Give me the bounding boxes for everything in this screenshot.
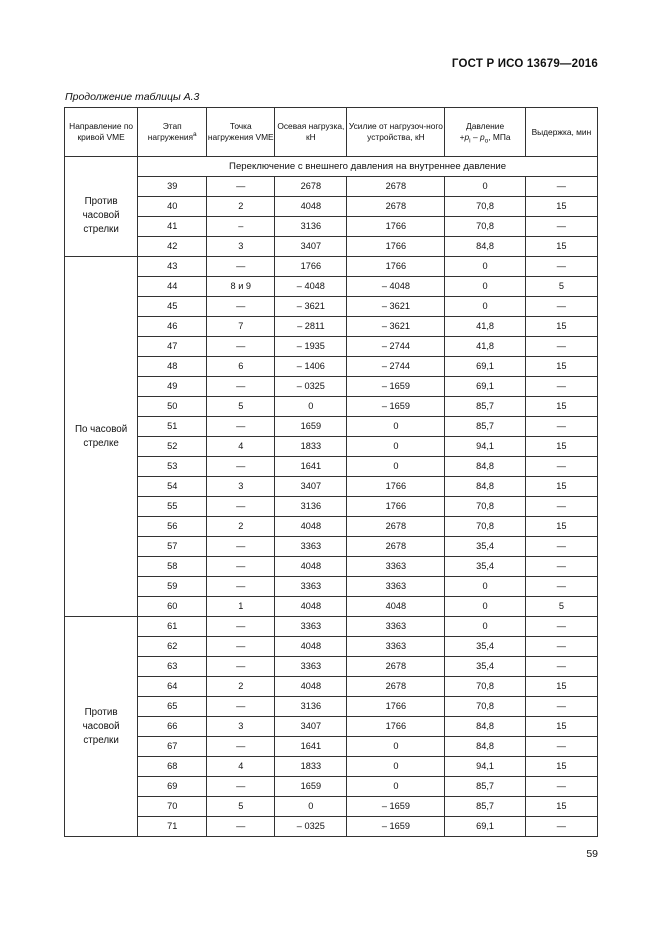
device-force-cell: – 3621 (347, 317, 445, 337)
table-row (65, 817, 598, 837)
pressure-cell: 69,1 (445, 377, 525, 397)
pressure-cell: 84,8 (445, 717, 525, 737)
direction-cell: Против часовой стрелки (65, 177, 138, 257)
device-force-cell: 0 (347, 737, 445, 757)
header-pressure-sub1: i (469, 137, 471, 145)
pressure-cell: 70,8 (445, 697, 525, 717)
header-pressure-plus: + (459, 132, 465, 142)
table-row (65, 317, 598, 337)
stage-cell: 49 (138, 377, 207, 397)
device-force-cell: 2678 (347, 177, 445, 197)
table-row (65, 657, 598, 677)
stage-cell: 52 (138, 437, 207, 457)
stage-cell: 59 (138, 577, 207, 597)
axial-load-cell: – 4048 (275, 277, 347, 297)
pressure-cell: 0 (445, 277, 525, 297)
device-force-cell: 3363 (347, 557, 445, 577)
hold-time-cell: — (525, 417, 597, 437)
table-row (65, 457, 598, 477)
pressure-cell: 70,8 (445, 677, 525, 697)
point-cell: — (207, 417, 275, 437)
point-cell: — (207, 737, 275, 757)
stage-cell: 65 (138, 697, 207, 717)
point-cell: 1 (207, 597, 275, 617)
point-cell: 5 (207, 397, 275, 417)
point-cell: — (207, 297, 275, 317)
table-row (65, 237, 598, 257)
device-force-cell: 1766 (347, 717, 445, 737)
header-stage (138, 108, 207, 157)
point-cell: — (207, 697, 275, 717)
stage-cell: 68 (138, 757, 207, 777)
hold-time-cell: 15 (525, 437, 597, 457)
stage-cell: 51 (138, 417, 207, 437)
point-cell: – (207, 217, 275, 237)
axial-load-cell: – 1935 (275, 337, 347, 357)
table-row (65, 357, 598, 377)
stage-cell: 48 (138, 357, 207, 377)
pressure-cell: 85,7 (445, 397, 525, 417)
header-pressure-sub2: o (484, 137, 489, 145)
pressure-cell: 70,8 (445, 217, 525, 237)
table-row (65, 517, 598, 537)
hold-time-cell: 15 (525, 797, 597, 817)
point-cell: — (207, 497, 275, 517)
device-force-cell: 2678 (347, 537, 445, 557)
device-force-cell: 1766 (347, 477, 445, 497)
device-force-cell: 1766 (347, 217, 445, 237)
axial-load-cell: 1766 (275, 257, 347, 277)
direction-cell: Против часовой стрелки (65, 617, 138, 837)
axial-load-cell: 4048 (275, 557, 347, 577)
header-pressure-minus: – (470, 132, 480, 142)
header-hold-time: Выдержка, мин (525, 108, 597, 157)
table-row (65, 177, 598, 197)
stage-cell: 43 (138, 257, 207, 277)
device-force-cell: 0 (347, 777, 445, 797)
axial-load-cell: 3407 (275, 477, 347, 497)
hold-time-cell: — (525, 177, 597, 197)
pressure-cell: 35,4 (445, 557, 525, 577)
pressure-cell: 69,1 (445, 357, 525, 377)
header-point: Точка нагружения VME (207, 108, 275, 157)
hold-time-cell: 15 (525, 357, 597, 377)
device-force-cell: 0 (347, 457, 445, 477)
load-sequence-table (64, 107, 598, 837)
point-cell: 4 (207, 757, 275, 777)
point-cell: — (207, 377, 275, 397)
table-row (65, 737, 598, 757)
axial-load-cell: 0 (275, 797, 347, 817)
device-force-cell: 3363 (347, 577, 445, 597)
header-device-force: Усилие от нагрузоч-ного устройства, кН (347, 108, 445, 157)
axial-load-cell: 3136 (275, 697, 347, 717)
pressure-cell: 0 (445, 577, 525, 597)
header-pressure-p2: p (479, 132, 485, 142)
axial-load-cell: – 1406 (275, 357, 347, 377)
hold-time-cell: — (525, 617, 597, 637)
stage-cell: 71 (138, 817, 207, 837)
table-row (65, 617, 598, 637)
axial-load-cell: 0 (275, 397, 347, 417)
stage-cell: 57 (138, 537, 207, 557)
table-row (65, 537, 598, 557)
device-force-cell: 0 (347, 437, 445, 457)
table-caption: Продолжение таблицы А.3 (65, 91, 200, 103)
point-cell: 2 (207, 677, 275, 697)
hold-time-cell: — (525, 337, 597, 357)
table-row (65, 677, 598, 697)
point-cell: 3 (207, 237, 275, 257)
table-row (65, 437, 598, 457)
point-cell: 2 (207, 517, 275, 537)
hold-time-cell: 15 (525, 717, 597, 737)
table-row (65, 717, 598, 737)
pressure-cell: 0 (445, 177, 525, 197)
pressure-cell: 41,8 (445, 317, 525, 337)
pressure-cell: 85,7 (445, 777, 525, 797)
device-force-cell: 2678 (347, 657, 445, 677)
point-cell: 3 (207, 477, 275, 497)
pressure-cell: 70,8 (445, 517, 525, 537)
stage-cell: 45 (138, 297, 207, 317)
axial-load-cell: 1833 (275, 437, 347, 457)
device-force-cell: – 2744 (347, 357, 445, 377)
stage-cell: 55 (138, 497, 207, 517)
stage-cell: 67 (138, 737, 207, 757)
point-cell: — (207, 337, 275, 357)
pressure-cell: 0 (445, 257, 525, 277)
header-pressure (445, 108, 525, 157)
stage-cell: 54 (138, 477, 207, 497)
hold-time-cell: — (525, 777, 597, 797)
axial-load-cell: 3136 (275, 217, 347, 237)
table-row (65, 497, 598, 517)
hold-time-cell: 15 (525, 237, 597, 257)
hold-time-cell: — (525, 457, 597, 477)
table-row (65, 797, 598, 817)
axial-load-cell: 4048 (275, 597, 347, 617)
point-cell: — (207, 177, 275, 197)
axial-load-cell: 3363 (275, 537, 347, 557)
direction-cell: По часовой стрелке (65, 257, 138, 617)
point-cell: — (207, 657, 275, 677)
table-row (65, 777, 598, 797)
table-row (65, 577, 598, 597)
hold-time-cell: — (525, 737, 597, 757)
stage-cell: 60 (138, 597, 207, 617)
table-row (65, 417, 598, 437)
header-direction: Направление по кривой VME (65, 108, 138, 157)
stage-cell: 50 (138, 397, 207, 417)
stage-cell: 56 (138, 517, 207, 537)
stage-cell: 44 (138, 277, 207, 297)
stage-cell: 62 (138, 637, 207, 657)
table-row (65, 637, 598, 657)
hold-time-cell: 5 (525, 277, 597, 297)
axial-load-cell: 1641 (275, 457, 347, 477)
axial-load-cell: 3363 (275, 577, 347, 597)
device-force-cell: 1766 (347, 697, 445, 717)
header-pressure-p1: p (464, 132, 470, 142)
page-number: 59 (586, 848, 598, 860)
table-body (65, 157, 598, 837)
device-force-cell: 2678 (347, 677, 445, 697)
hold-time-cell: 15 (525, 677, 597, 697)
header-pressure-unit: , МПа (488, 132, 511, 142)
pressure-cell: 85,7 (445, 797, 525, 817)
header-stage-text: Этап нагружения (147, 121, 194, 142)
device-force-cell: – 1659 (347, 377, 445, 397)
axial-load-cell: 4048 (275, 677, 347, 697)
hold-time-cell: — (525, 817, 597, 837)
pressure-cell: 84,8 (445, 457, 525, 477)
pressure-cell: 69,1 (445, 817, 525, 837)
hold-time-cell: — (525, 377, 597, 397)
point-cell: 8 и 9 (207, 277, 275, 297)
device-force-cell: – 3621 (347, 297, 445, 317)
point-cell: — (207, 537, 275, 557)
axial-load-cell: 3407 (275, 237, 347, 257)
hold-time-cell: — (525, 657, 597, 677)
device-force-cell: – 1659 (347, 817, 445, 837)
point-cell: — (207, 457, 275, 477)
axial-load-cell: – 2811 (275, 317, 347, 337)
axial-load-cell: 1659 (275, 417, 347, 437)
pressure-cell: 0 (445, 297, 525, 317)
device-force-cell: 3363 (347, 637, 445, 657)
stage-cell: 46 (138, 317, 207, 337)
point-cell: 4 (207, 437, 275, 457)
axial-load-cell: 3407 (275, 717, 347, 737)
hold-time-cell: — (525, 537, 597, 557)
table-row (65, 197, 598, 217)
pressure-cell: 70,8 (445, 197, 525, 217)
pressure-cell: 0 (445, 597, 525, 617)
stage-cell: 63 (138, 657, 207, 677)
pressure-cell: 84,8 (445, 737, 525, 757)
stage-cell: 61 (138, 617, 207, 637)
device-force-cell: – 1659 (347, 797, 445, 817)
pressure-cell: 84,8 (445, 237, 525, 257)
table-row (65, 257, 598, 277)
table-row (65, 597, 598, 617)
stage-cell: 64 (138, 677, 207, 697)
document-code: ГОСТ Р ИСО 13679—2016 (451, 58, 598, 70)
device-force-cell: 0 (347, 757, 445, 777)
device-force-cell: 1766 (347, 257, 445, 277)
device-force-cell: 3363 (347, 617, 445, 637)
pressure-cell: 0 (445, 617, 525, 637)
point-cell: 6 (207, 357, 275, 377)
hold-time-cell: — (525, 577, 597, 597)
table-row (65, 297, 598, 317)
table-row (65, 697, 598, 717)
table-row (65, 757, 598, 777)
stage-cell: 40 (138, 197, 207, 217)
hold-time-cell: 15 (525, 317, 597, 337)
stage-cell: 66 (138, 717, 207, 737)
hold-time-cell: 15 (525, 397, 597, 417)
stage-cell: 42 (138, 237, 207, 257)
pressure-cell: 94,1 (445, 757, 525, 777)
axial-load-cell: – 0325 (275, 377, 347, 397)
hold-time-cell: — (525, 497, 597, 517)
switch-row (65, 157, 598, 177)
point-cell: — (207, 637, 275, 657)
pressure-cell: 35,4 (445, 637, 525, 657)
stage-cell: 41 (138, 217, 207, 237)
pressure-cell: 35,4 (445, 537, 525, 557)
stage-cell: 47 (138, 337, 207, 357)
axial-load-cell: 2678 (275, 177, 347, 197)
switch-row-text: Переключение с внешнего давления на внутреннее давление (138, 157, 598, 177)
table-row (65, 337, 598, 357)
hold-time-cell: — (525, 217, 597, 237)
device-force-cell: 2678 (347, 197, 445, 217)
point-cell: 3 (207, 717, 275, 737)
pressure-cell: 41,8 (445, 337, 525, 357)
hold-time-cell: 15 (525, 517, 597, 537)
stage-cell: 69 (138, 777, 207, 797)
device-force-cell: 0 (347, 417, 445, 437)
device-force-cell: 2678 (347, 517, 445, 537)
device-force-cell: – 4048 (347, 277, 445, 297)
point-cell: — (207, 817, 275, 837)
point-cell: — (207, 257, 275, 277)
table-row (65, 477, 598, 497)
axial-load-cell: 1641 (275, 737, 347, 757)
axial-load-cell: 4048 (275, 197, 347, 217)
table-row (65, 277, 598, 297)
device-force-cell: 4048 (347, 597, 445, 617)
axial-load-cell: – 0325 (275, 817, 347, 837)
hold-time-cell: — (525, 257, 597, 277)
stage-cell: 58 (138, 557, 207, 577)
hold-time-cell: 5 (525, 597, 597, 617)
point-cell: — (207, 777, 275, 797)
table-row (65, 377, 598, 397)
switch-row-empty (65, 157, 138, 177)
point-cell: — (207, 557, 275, 577)
table-row (65, 397, 598, 417)
axial-load-cell: 3363 (275, 657, 347, 677)
header-axial-load: Осевая нагрузка, кН (275, 108, 347, 157)
hold-time-cell: — (525, 557, 597, 577)
hold-time-cell: — (525, 637, 597, 657)
point-cell: 5 (207, 797, 275, 817)
header-stage-footnote: а (193, 131, 197, 139)
pressure-cell: 35,4 (445, 657, 525, 677)
table-row (65, 217, 598, 237)
pressure-cell: 85,7 (445, 417, 525, 437)
device-force-cell: – 2744 (347, 337, 445, 357)
point-cell: — (207, 617, 275, 637)
stage-cell: 53 (138, 457, 207, 477)
axial-load-cell: 3363 (275, 617, 347, 637)
device-force-cell: 1766 (347, 497, 445, 517)
axial-load-cell: 4048 (275, 637, 347, 657)
hold-time-cell: — (525, 697, 597, 717)
point-cell: — (207, 577, 275, 597)
axial-load-cell: – 3621 (275, 297, 347, 317)
device-force-cell: – 1659 (347, 397, 445, 417)
hold-time-cell: 15 (525, 477, 597, 497)
table-header-row (65, 108, 598, 157)
header-pressure-label: Давление (466, 121, 505, 131)
hold-time-cell: 15 (525, 757, 597, 777)
stage-cell: 39 (138, 177, 207, 197)
axial-load-cell: 1833 (275, 757, 347, 777)
hold-time-cell: 15 (525, 197, 597, 217)
pressure-cell: 84,8 (445, 477, 525, 497)
axial-load-cell: 3136 (275, 497, 347, 517)
hold-time-cell: — (525, 297, 597, 317)
stage-cell: 70 (138, 797, 207, 817)
table-row (65, 557, 598, 577)
point-cell: 2 (207, 197, 275, 217)
point-cell: 7 (207, 317, 275, 337)
device-force-cell: 1766 (347, 237, 445, 257)
axial-load-cell: 1659 (275, 777, 347, 797)
axial-load-cell: 4048 (275, 517, 347, 537)
pressure-cell: 94,1 (445, 437, 525, 457)
pressure-cell: 70,8 (445, 497, 525, 517)
